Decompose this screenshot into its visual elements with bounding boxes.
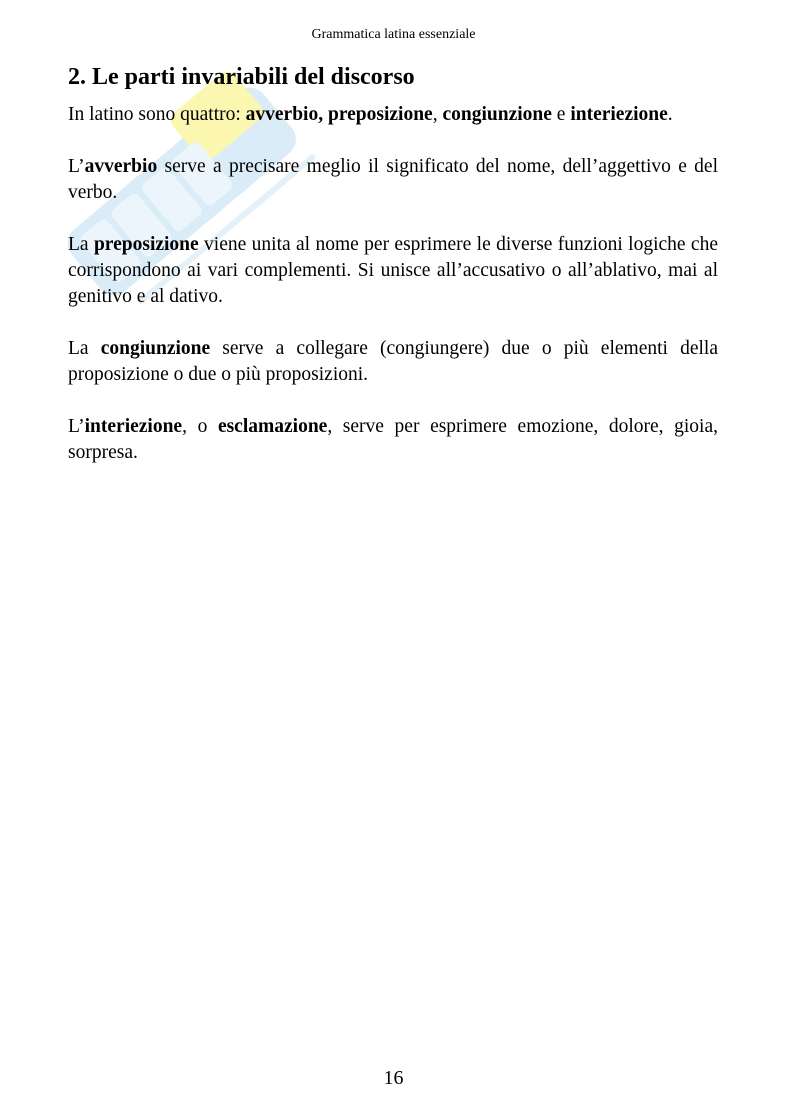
bold-term: interiezione — [84, 416, 183, 437]
text-span: . — [667, 104, 673, 125]
bold-term: congiunzione — [442, 104, 552, 125]
text-span: La — [68, 338, 101, 359]
text-span: La — [68, 234, 94, 255]
text-span: L’ — [68, 416, 85, 437]
text-span: , serve per esprimere emozione, dolore, gioia, sorpresa. — [68, 416, 718, 463]
text-span: , — [432, 104, 443, 125]
text-span: serve a collegare (congiungere) due o più elementi della proposizione o due o più proposizioni. — [68, 338, 718, 385]
text-span: L’ — [68, 156, 85, 177]
text-span: , o — [182, 416, 218, 437]
paragraph-interiezione — [68, 414, 718, 466]
section-title: 2. Le parti invariabili del discorso — [68, 64, 415, 90]
bold-term: avverbio — [84, 156, 158, 177]
paragraph-preposizione — [68, 232, 718, 310]
paragraph-congiunzione — [68, 336, 718, 388]
bold-term: preposizione — [93, 234, 199, 255]
running-header: Grammatica latina essenziale — [311, 27, 476, 42]
text-span: e — [551, 104, 571, 125]
bold-term: avverbio, preposizione — [245, 104, 433, 125]
paragraph-avverbio — [68, 154, 718, 206]
paragraph-intro — [68, 102, 718, 128]
body-text — [68, 102, 718, 492]
bold-term: esclamazione — [217, 416, 328, 437]
page-number: 16 — [383, 1067, 404, 1089]
text-span: In latino sono quattro: — [68, 104, 246, 125]
bold-term: congiunzione — [100, 338, 211, 359]
bold-term: interiezione — [570, 104, 668, 125]
text-span: serve a precisare meglio il significato del nome, dell’aggettivo e del verbo. — [68, 156, 718, 203]
text-span: viene unita al nome per esprimere le diverse funzioni logiche che corrispondono ai vari complementi. Si unisce all’accusativo o all’ablativo, mai al genitivo e al dativo. — [68, 234, 718, 307]
